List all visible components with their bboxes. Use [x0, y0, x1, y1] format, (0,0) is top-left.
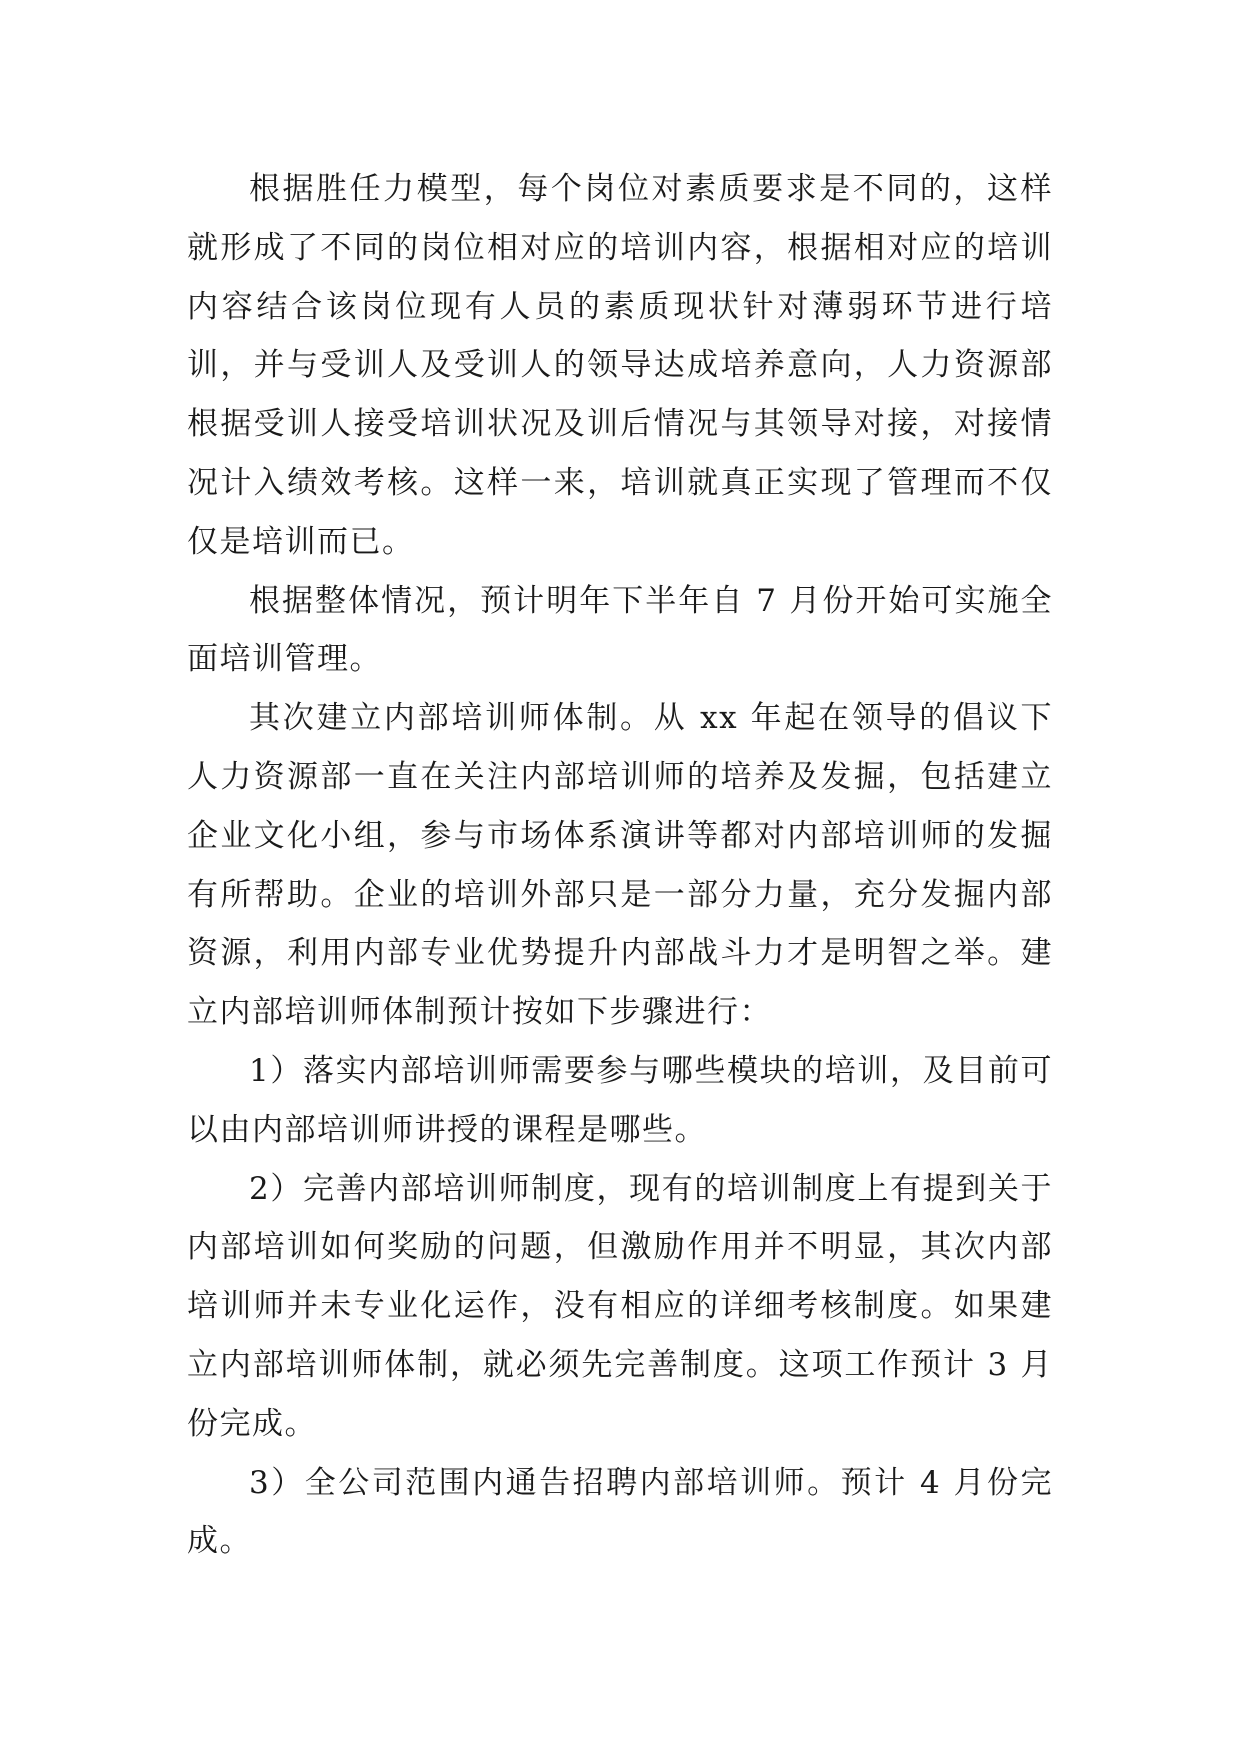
- paragraph-step-2: 2）完善内部培训师制度，现有的培训制度上有提到关于内部培训如何奖励的问题，但激励作用并不明显，其次内部培训师并未专业化运作，没有相应的详细考核制度。如果建立内部培训师体制，就必须先完善制度。这项工作预计 3 月份完成。: [187, 1170, 1053, 1442]
- paragraph-step-1: 1）落实内部培训师需要参与哪些模块的培训，及目前可以由内部培训师讲授的课程是哪些。: [187, 1052, 1053, 1148]
- document-body: [187, 160, 1053, 1571]
- paragraph-internal-trainer-system: 其次建立内部培训师体制。从 xx 年起在领导的倡议下人力资源部一直在关注内部培训师的培养及发掘，包括建立企业文化小组，参与市场体系演讲等都对内部培训师的发掘有所帮助。企业的培训外部只是一部分力量，充分发掘内部资源，利用内部专业优势提升内部战斗力才是明智之举。建立内部培训师体制预计按如下步骤进行：: [187, 700, 1053, 1031]
- paragraph-step-3: 3）全公司范围内通告招聘内部培训师。预计 4 月份完成。: [187, 1464, 1053, 1560]
- paragraph-competency-training: 根据胜任力模型，每个岗位对素质要求是不同的，这样就形成了不同的岗位相对应的培训内容，根据相对应的培训内容结合该岗位现有人员的素质现状针对薄弱环节进行培训，并与受训人及受训人的领导达成培养意向，人力资源部根据受训人接受培训状况及训后情况与其领导对接，对接情况计入绩效考核。这样一来，培训就真正实现了管理而不仅仅是培训而已。: [187, 171, 1053, 560]
- paragraph-implementation-plan: 根据整体情况，预计明年下半年自 7 月份开始可实施全面培训管理。: [187, 582, 1053, 678]
